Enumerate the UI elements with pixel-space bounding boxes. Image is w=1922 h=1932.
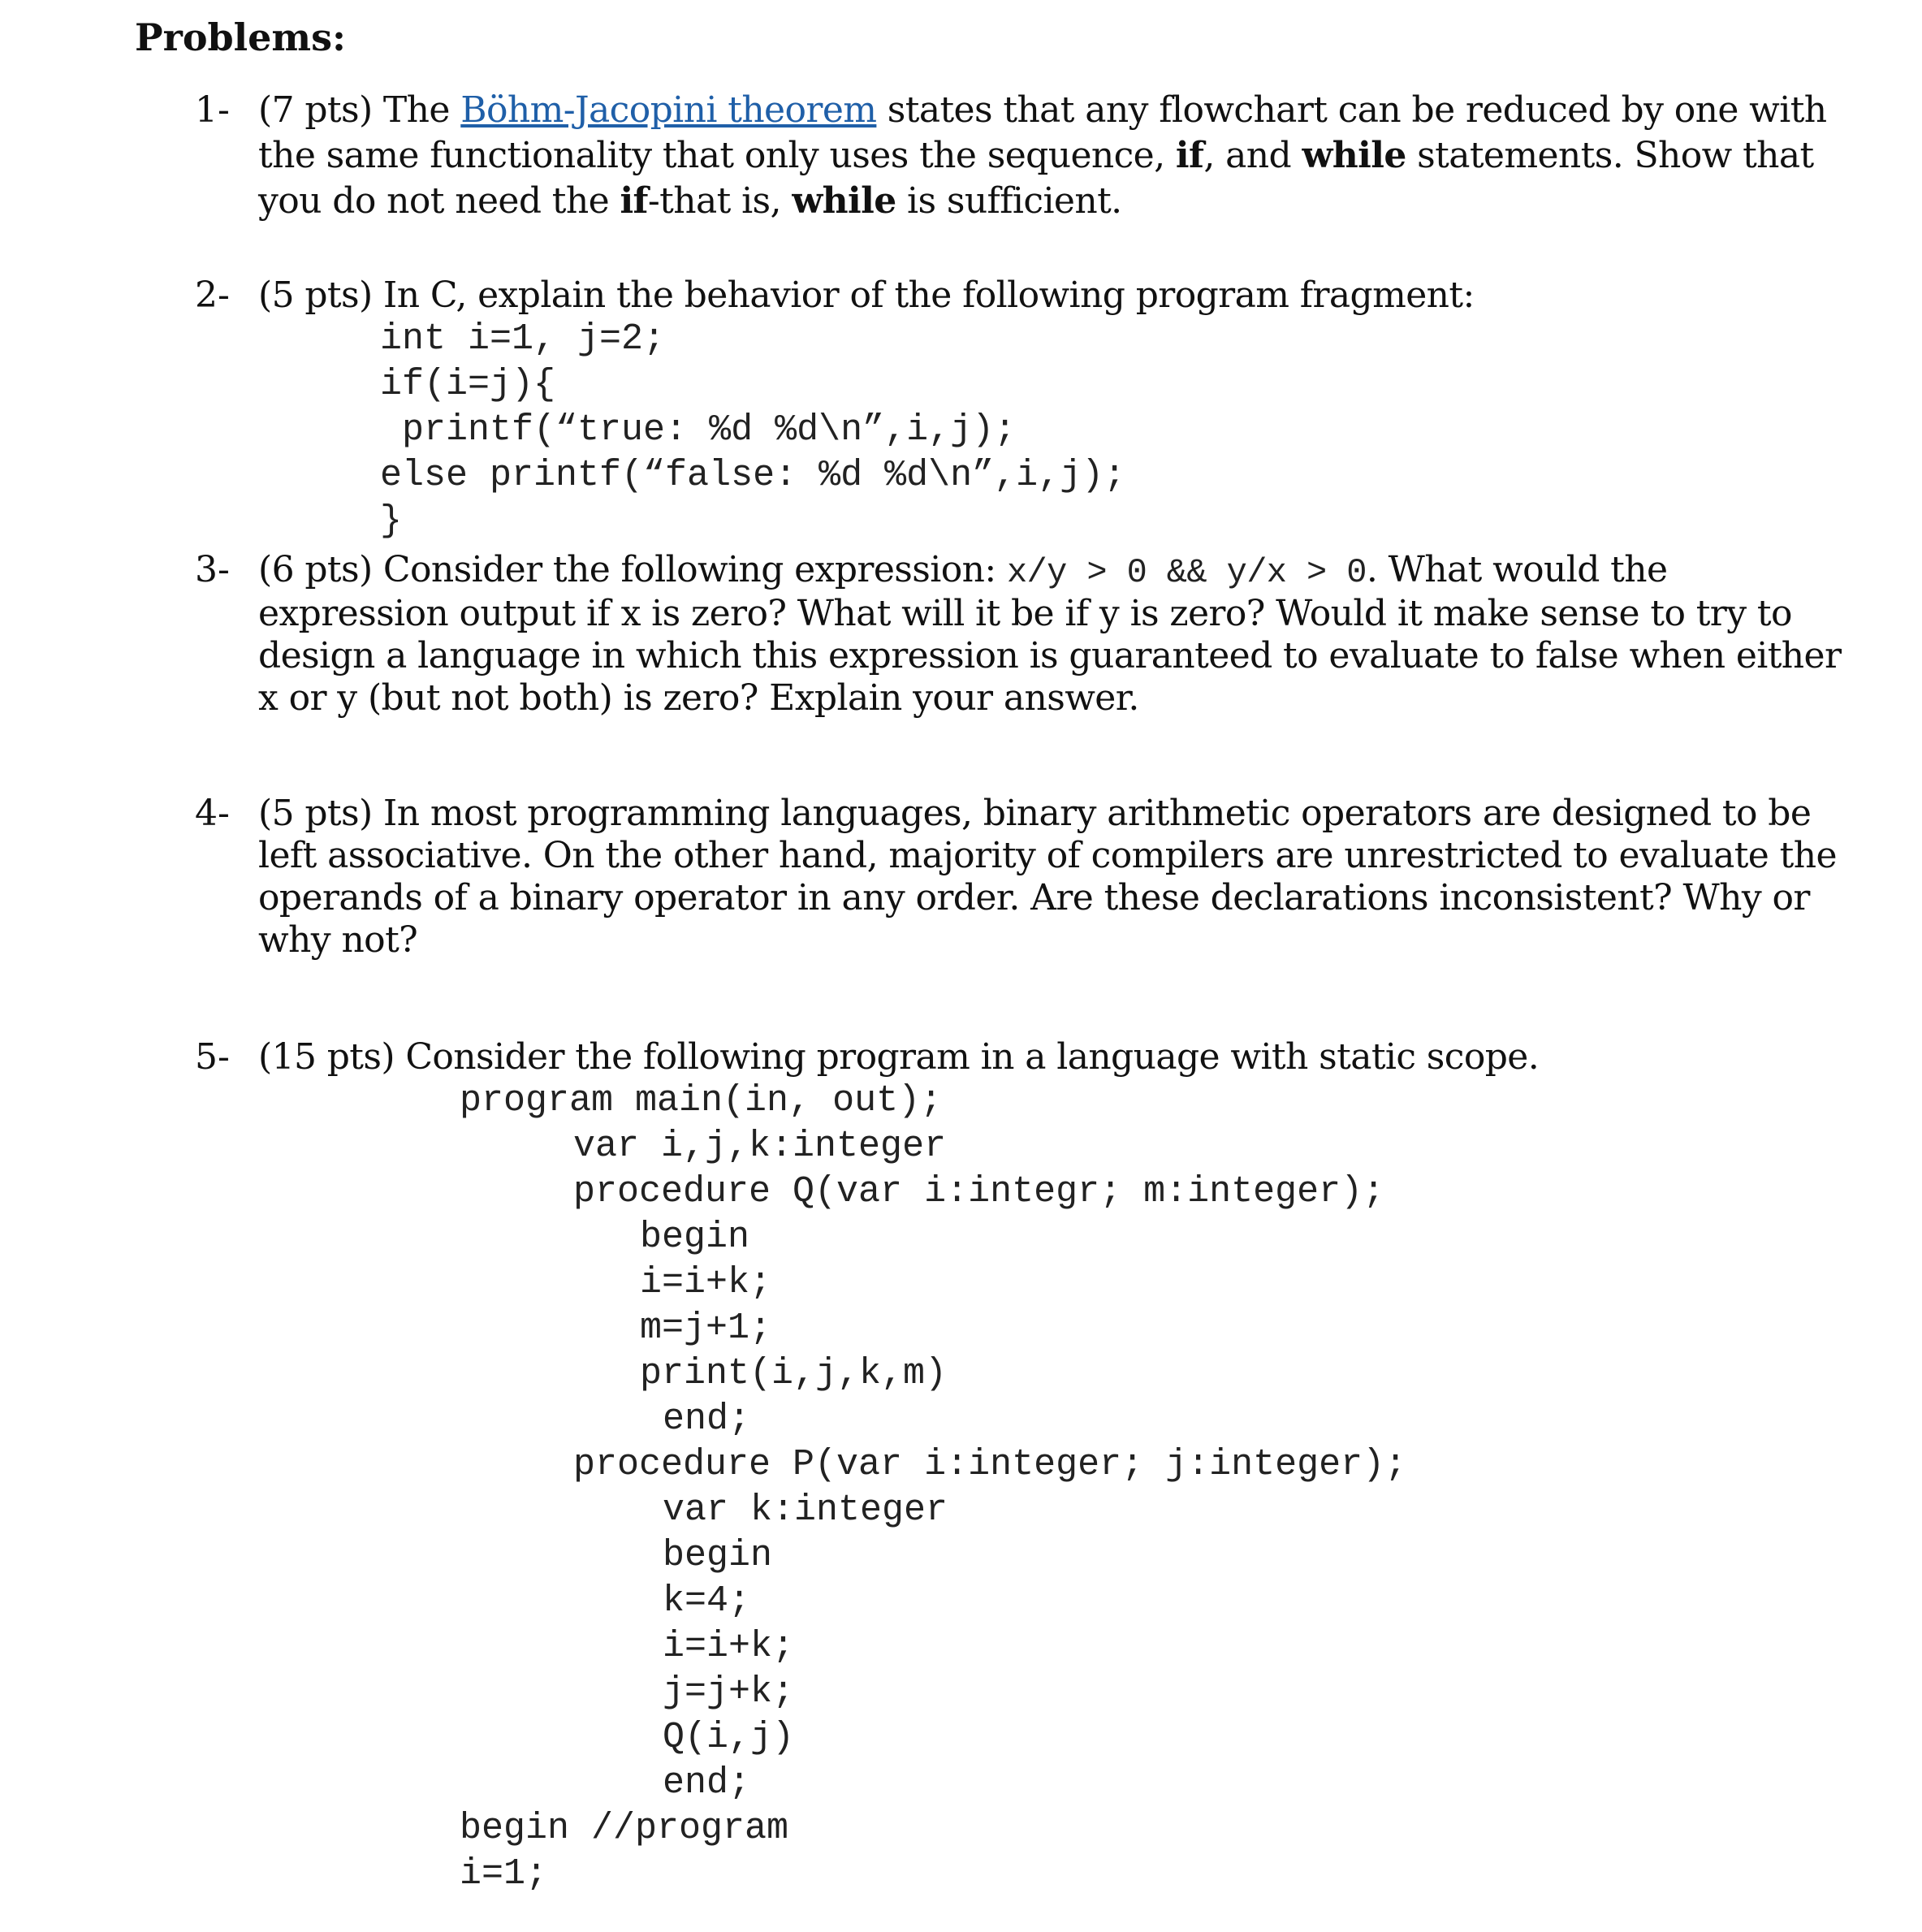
problem-3-line-3: design a language in which this expression is guaranteed to evaluate to false when either [258,635,1842,676]
problem-1-line-3 [258,179,1122,224]
problem-5-intro: (15 pts) Consider the following program in a language with static scope. [258,1036,1540,1078]
code-line: begin //program [460,1808,789,1849]
problem-1-line-2 [258,133,1814,179]
code-line: print(i,j,k,m) [640,1353,948,1394]
problem-3-line-2: expression output if x is zero? What will it be if y is zero? Would it make sense to try to [258,593,1792,634]
expression-code: x/y > 0 && y/x > 0 [1006,553,1367,592]
text-fragment: (6 pts) Consider the following expression: [258,549,1007,590]
text-fragment: . What would the [1366,549,1668,590]
problem-3-line-4: x or y (but not both) is zero? Explain your answer. [258,677,1139,719]
code-line: var i,j,k:integer [573,1126,947,1167]
text-fragment: you do not need the [258,180,620,222]
text-fragment: the same functionality that only uses the sequence, [258,135,1176,176]
text-fragment: statements. Show that [1406,135,1814,176]
code-line: printf(“true: %d %d\n”,i,j); [380,409,1017,451]
problem-5-number: 5- [195,1036,230,1078]
code-line: procedure Q(var i:integr; m:integer); [573,1171,1385,1212]
code-line: m=j+1; [640,1307,772,1349]
problem-3-line-1 [258,547,1667,595]
code-line: } [380,500,403,542]
code-line: begin [640,1217,750,1258]
problem-4-line-3: operands of a binary operator in any order. Are these declarations inconsistent? Why or [258,877,1810,918]
code-line: var k:integer [663,1489,948,1531]
code-line: end; [663,1762,751,1804]
text-fragment: , and [1203,135,1302,176]
code-line: else printf(“false: %d %d\n”,i,j); [380,455,1126,496]
code-line: if(i=j){ [380,364,556,405]
text-fragment: states that any flowchart can be reduced by one with [876,89,1827,131]
text-fragment: -that is, [647,180,793,222]
problem-4-line-2: left associative. On the other hand, majority of compilers are unrestricted to evaluate the [258,835,1837,876]
problem-1-number: 1- [195,89,230,131]
code-line: k=4; [663,1580,751,1622]
bohm-jacopini-link[interactable]: Böhm-Jacopini theorem [460,89,877,131]
code-line: procedure P(var i:integer; j:integer); [573,1444,1407,1485]
problem-1-line-1 [258,88,1827,133]
code-line: j=j+k; [663,1671,795,1713]
problem-4-number: 4- [195,793,230,834]
code-line: i=i+k; [663,1626,795,1667]
keyword-while: while [1302,135,1406,176]
problem-4-line-4: why not? [258,919,418,961]
code-line: end; [663,1398,751,1440]
code-line: i=1; [460,1853,548,1895]
code-line: int i=1, j=2; [380,318,666,360]
code-line: Q(i,j) [663,1717,795,1758]
text-fragment: (7 pts) The [258,89,461,131]
code-line: program main(in, out); [460,1080,943,1122]
keyword-if: if [620,180,648,222]
problem-2-intro: (5 pts) In C, explain the behavior of the following program fragment: [258,274,1475,316]
page-title: Problems: [135,15,346,59]
code-line: begin [663,1535,773,1576]
text-fragment: is sufficient. [896,180,1122,222]
problem-4-line-1: (5 pts) In most programming languages, binary arithmetic operators are designed to be [258,793,1812,834]
problem-3-number: 3- [195,549,230,590]
problem-2-number: 2- [195,274,230,316]
keyword-if: if [1175,135,1204,176]
code-line: i=i+k; [640,1262,772,1303]
keyword-while: while [792,180,896,222]
